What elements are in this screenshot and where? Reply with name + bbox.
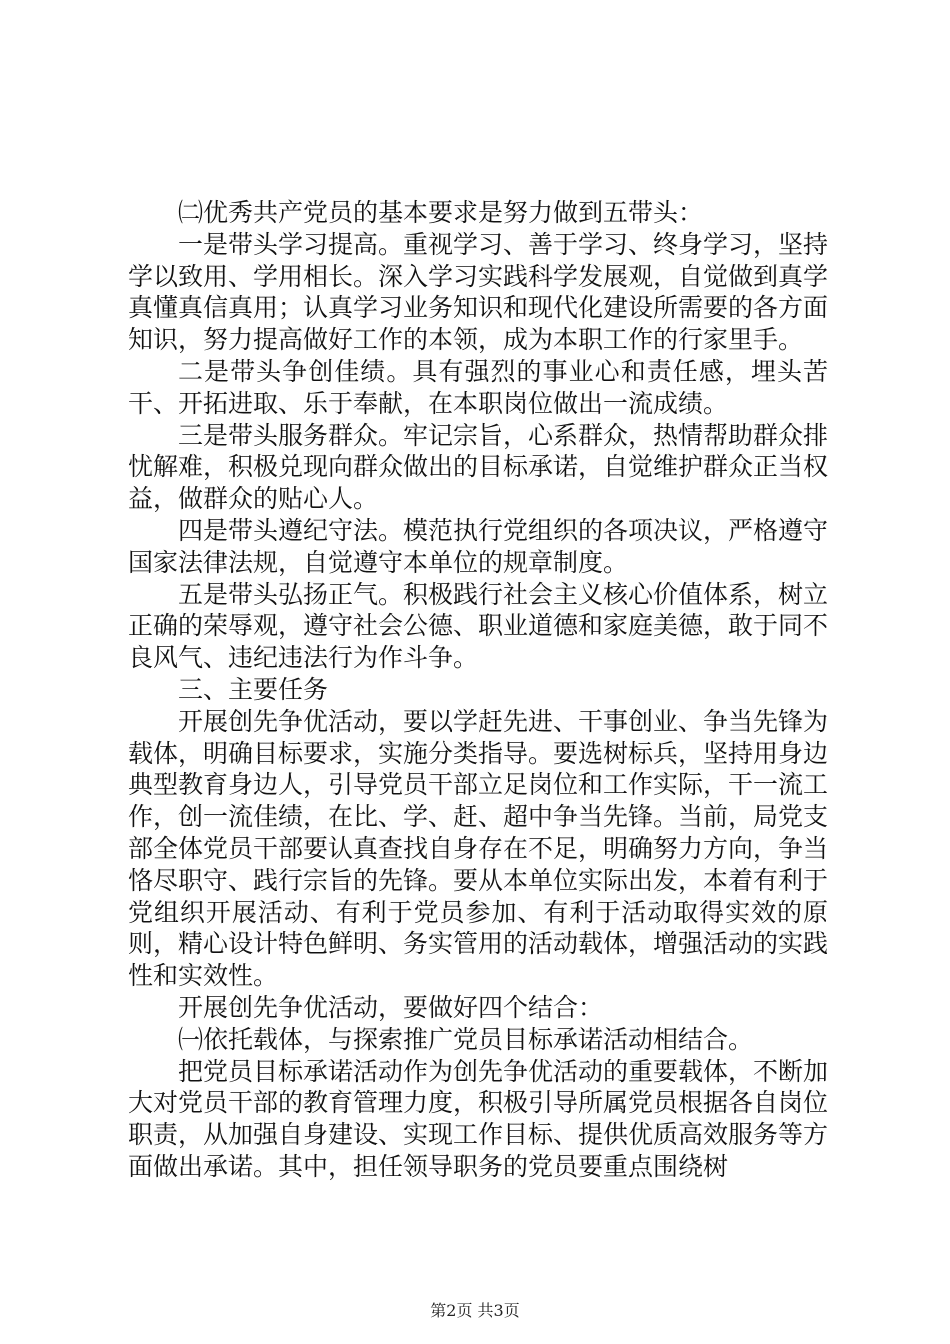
paragraph-righteousness: 五是带头弘扬正气。积极践行社会主义核心价值体系，树立正确的荣辱观，遵守社会公德、职业道德和家庭美德，敢于同不良风气、违纪违法行为作斗争。 <box>128 579 829 673</box>
section-heading-main-tasks: 三、主要任务 <box>178 674 329 704</box>
paragraph-serve-masses: 三是带头服务群众。牢记宗旨，心系群众，热情帮助群众排忧解难，积极兑现向群众做出的目标承诺，自觉维护群众正当权益，做群众的贴心人。 <box>128 420 829 514</box>
document-body <box>128 197 828 1183</box>
paragraph-five-requirements-intro: ㈡优秀共产党员的基本要求是努力做到五带头： <box>178 198 704 227</box>
paragraph-discipline: 四是带头遵纪守法。模范执行党组织的各项决议，严格遵守国家法律法规，自觉遵守本单位的规章制度。 <box>128 515 829 577</box>
paragraph-study: 一是带头学习提高。重视学习、善于学习、终身学习，坚持学以致用、学用相长。深入学习实践科学发展观，自觉做到真学真懂真信真用；认真学习业务知识和现代化建设所需要的各方面知识，努力提高做好工作的本领，成为本职工作的行家里手。 <box>128 229 829 355</box>
paragraph-combination-one: ㈠依托载体，与探索推广党员目标承诺活动相结合。 <box>178 1024 754 1054</box>
page-footer: 第2页 共3页 <box>430 1301 520 1320</box>
paragraph-achievement: 二是带头争创佳绩。具有强烈的事业心和责任感，埋头苦干、开拓进取、乐于奉献，在本职岗位做出一流成绩。 <box>128 356 828 418</box>
paragraph-target-commitment: 把党员目标承诺活动作为创先争优活动的重要载体，不断加大对党员干部的教育管理力度，积极引导所属党员根据各自岗位职责，从加强自身建设、实现工作目标、提供优质高效服务等方面做出承诺。其中，担任领导职务的党员要重点围绕树 <box>128 1056 829 1181</box>
paragraph-main-tasks: 开展创先争优活动，要以学赶先进、干事创业、争当先锋为载体，明确目标要求，实施分类指导。要选树标兵，坚持用身边典型教育身边人，引导党员干部立足岗位和工作实际，干一流工作，创一流佳绩，在比、学、赶、超中争当先锋。当前，局党支部全体党员干部要认真查找自身存在不足，明确努力方向，争当恪尽职守、践行宗旨的先锋。要从本单位实际出发，本着有利于党组织开展活动、有利于党员参加、有利于活动取得实效的原则，精心设计特色鲜明、务实管用的活动载体，增强活动的实践性和实效性。 <box>128 706 829 991</box>
paragraph-four-combinations: 开展创先争优活动，要做好四个结合： <box>178 992 604 1022</box>
